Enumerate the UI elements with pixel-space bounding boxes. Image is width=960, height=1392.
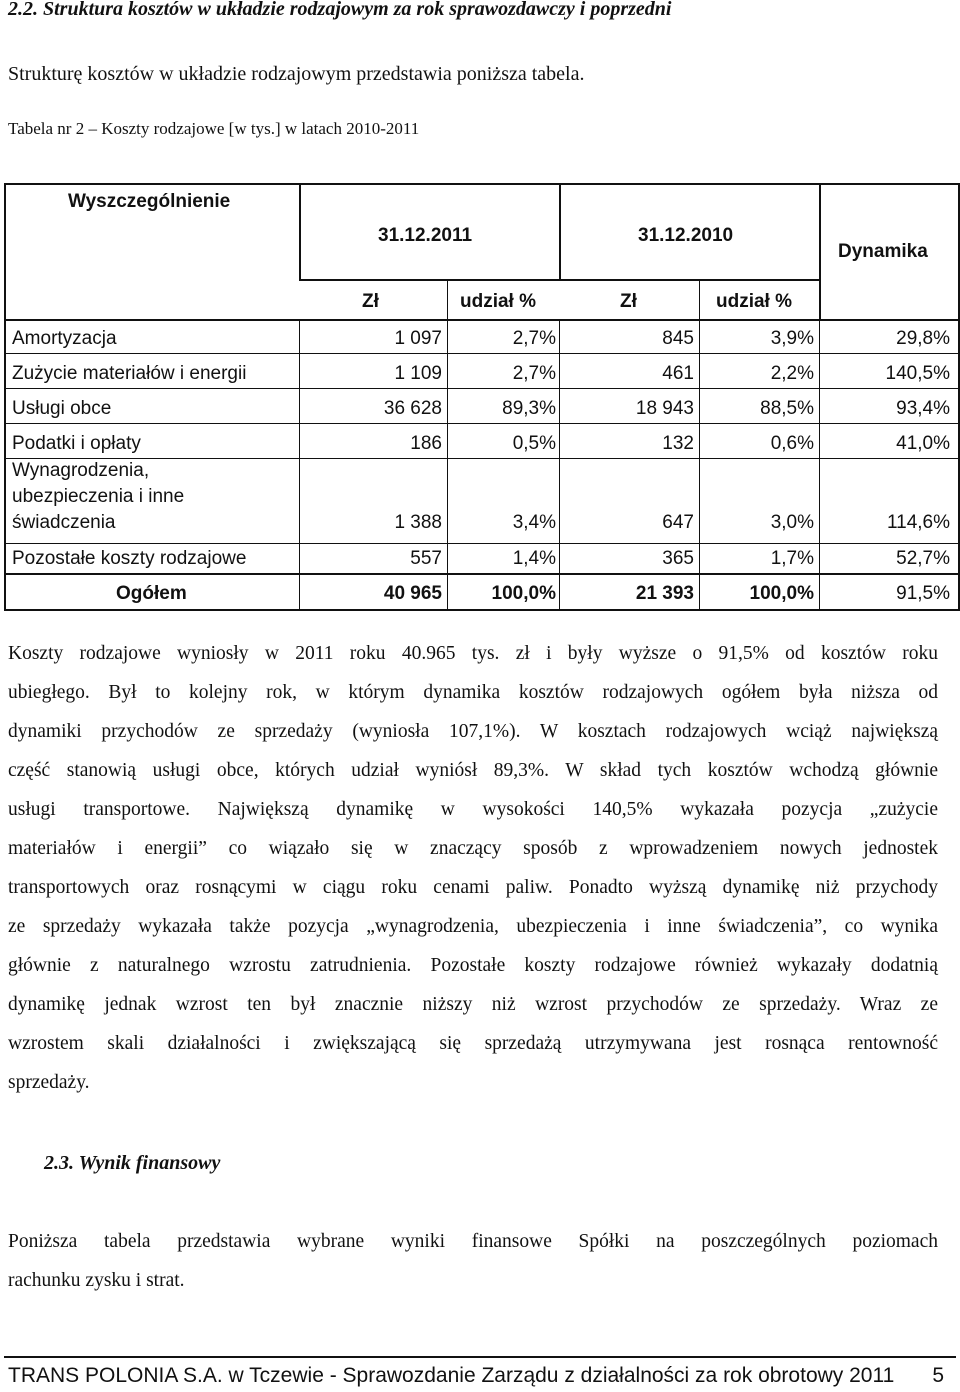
row-label: Ogółem [116, 583, 187, 604]
cell-pct-2011: 100,0% [491, 583, 556, 604]
cell-zl-2011: 1 388 [394, 512, 442, 533]
paragraph-line: część stanowią usługi obce, których udział wyniósł 89,3%. W skład tych kosztów wchodzą głównie [8, 760, 938, 781]
paragraph-line: materiałów i energii” co wiązało się w znaczący sposób z wprowadzeniem nowych jednostek [8, 838, 938, 859]
paragraph-line: usługi transportowe. Największą dynamikę w wysokości 140,5% wykazała pozycja „zużycie [8, 799, 938, 820]
cell-pct-2010: 100,0% [749, 583, 814, 604]
cell-dynamics: 140,5% [885, 363, 950, 384]
subheader-share-2011: udział % [460, 291, 537, 312]
cell-pct-2010: 1,7% [770, 548, 814, 569]
row-label: Amortyzacja [12, 328, 117, 349]
cell-zl-2010: 18 943 [635, 398, 694, 419]
row-label: Usługi obce [12, 398, 112, 419]
paragraph-line: Koszty rodzajowe wyniosły w 2011 roku 40.965 tys. zł i były wyższe o 91,5% od kosztów roku [8, 643, 938, 664]
section-heading-2-3: 2.3. Wynik finansowy [44, 1152, 221, 1174]
row-label: Zużycie materiałów i energii [12, 363, 247, 384]
cell-pct-2011: 89,3% [502, 398, 556, 419]
row-label: Podatki i opłaty [12, 433, 141, 454]
subheader-zl-2011: Zł [362, 291, 379, 312]
cell-zl-2010: 647 [662, 512, 694, 533]
page-footer [8, 1364, 952, 1388]
cell-pct-2011: 2,7% [512, 363, 556, 384]
cell-zl-2010: 845 [662, 328, 694, 349]
row-label: Pozostałe koszty rodzajowe [12, 548, 247, 569]
cell-dynamics: 52,7% [896, 548, 950, 569]
cell-pct-2010: 3,9% [770, 328, 814, 349]
row-label-line-1: Wynagrodzenia, [12, 460, 150, 481]
cell-pct-2010: 88,5% [760, 398, 814, 419]
cell-pct-2011: 3,4% [512, 512, 556, 533]
table-caption: Tabela nr 2 – Koszty rodzajowe [w tys.] w latach 2010-2011 [8, 119, 420, 138]
cell-pct-2011: 0,5% [512, 433, 556, 454]
cell-zl-2010: 132 [662, 433, 694, 454]
cell-dynamics: 41,0% [896, 433, 950, 454]
cell-dynamics: 29,8% [896, 328, 950, 349]
cell-pct-2011: 2,7% [512, 328, 556, 349]
header-label: Wyszczególnienie [68, 191, 231, 212]
paragraph-line: wzrostem skali działalności i zwiększającą się sprzedażą utrzymywana jest rosnąca rentowność [8, 1033, 938, 1054]
cell-zl-2011: 557 [410, 548, 442, 569]
cell-zl-2011: 1 109 [394, 363, 442, 384]
financial-intro-paragraph [8, 1222, 938, 1300]
cell-dynamics: 91,5% [896, 583, 950, 604]
paragraph-line: dynamikę jednak wzrost ten był znacznie niższy niż wzrost przychodów ze sprzedaży. Wraz ze [8, 994, 938, 1015]
cell-dynamics: 114,6% [886, 512, 950, 533]
paragraph-line: dynamiki przychodów ze sprzedaży (wyniosła 107,1%). W kosztach rodzajowych wciąż największą [8, 721, 938, 742]
cell-dynamics: 93,4% [896, 398, 950, 419]
cell-zl-2010: 461 [662, 363, 694, 384]
paragraph-line: ze sprzedaży wykazała także pozycja „wynagrodzenia, ubezpieczenia i inne świadczenia”, co wynika [8, 916, 938, 937]
paragraph-line: transportowych oraz rosnącymi w ciągu roku cenami paliw. Ponadto wyższą dynamikę niż przychody [8, 877, 938, 898]
footer-text: TRANS POLONIA S.A. w Tczewie - Sprawozdanie Zarządu z działalności za rok obrotowy 2011 [8, 1364, 895, 1387]
paragraph-line: ubiegłego. Był to kolejny rok, w którym dynamika kosztów rodzajowych ogółem była niższa od [8, 682, 938, 703]
row-label-line-3: świadczenia [12, 512, 116, 533]
page-number: 5 [932, 1364, 944, 1387]
footer-divider [4, 1356, 956, 1358]
cell-pct-2010: 2,2% [770, 363, 814, 384]
subheader-zl-2010: Zł [620, 291, 637, 312]
cost-table [4, 183, 960, 611]
cell-zl-2010: 365 [662, 548, 694, 569]
intro-text: Strukturę kosztów w układzie rodzajowym przedstawia poniższa tabela. [8, 63, 585, 85]
cell-pct-2010: 3,0% [770, 512, 814, 533]
paragraph-line: sprzedaży. [8, 1072, 90, 1093]
paragraph-line: rachunku zysku i strat. [8, 1270, 185, 1291]
cell-zl-2010: 21 393 [635, 583, 694, 604]
header-year-2010: 31.12.2010 [638, 225, 734, 246]
paragraph-line: Poniższa tabela przedstawia wybrane wyniki finansowe Spółki na poszczególnych poziomach [8, 1231, 938, 1252]
header-dynamics: Dynamika [838, 241, 928, 262]
cell-zl-2011: 40 965 [383, 583, 442, 604]
section-heading-2-2: 2.2. Struktura kosztów w układzie rodzajowym za rok sprawozdawczy i poprzedni [8, 0, 672, 20]
paragraph-line: głównie z naturalnego wzrostu zatrudnienia. Pozostałe koszty rodzajowe również wykazały dodatnią [8, 955, 938, 976]
cell-zl-2011: 36 628 [383, 398, 442, 419]
header-year-2011: 31.12.2011 [378, 225, 473, 246]
cell-pct-2010: 0,6% [770, 433, 814, 454]
row-label-line-2: ubezpieczenia i inne [12, 486, 185, 507]
cell-zl-2011: 1 097 [394, 328, 442, 349]
table-row [4, 460, 960, 544]
analysis-paragraph [8, 634, 938, 1102]
subheader-share-2010: udział % [716, 291, 793, 312]
cell-zl-2011: 186 [410, 433, 442, 454]
cell-pct-2011: 1,4% [512, 548, 556, 569]
